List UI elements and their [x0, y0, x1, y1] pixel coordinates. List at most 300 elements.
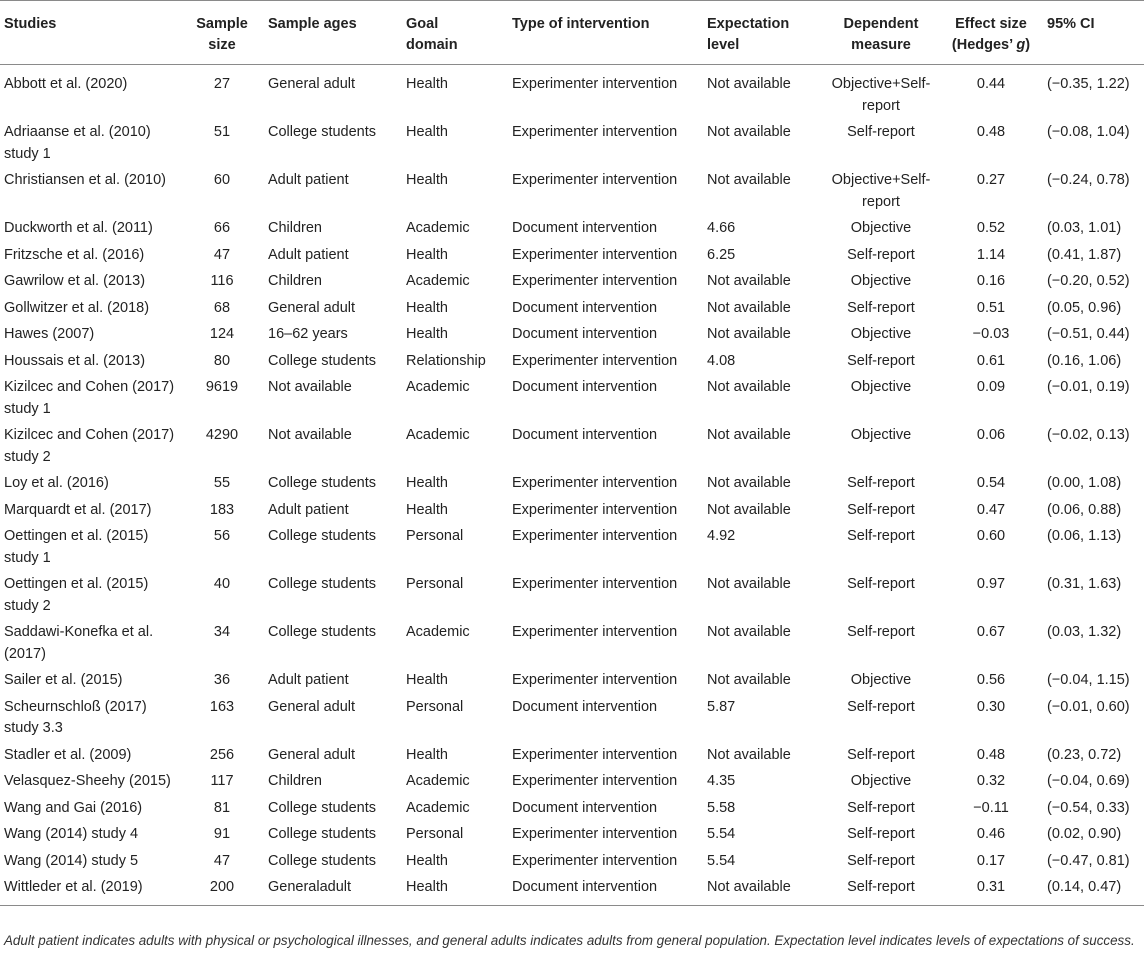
- cell-sample-size: [180, 296, 264, 323]
- cell-intervention-type-text: Experimenter intervention: [512, 624, 678, 640]
- table-row: [0, 498, 1144, 525]
- cell-goal-domain: [402, 498, 508, 525]
- cell-goal-domain-text: Health: [406, 475, 448, 491]
- cell-effect-size-text: 0.31: [976, 879, 1006, 895]
- cell-effect-size-text: 0.60: [976, 528, 1006, 544]
- cell-confidence-interval-text: (−0.47, 0.81): [1047, 852, 1130, 869]
- cell-goal-domain-text: Relationship: [406, 352, 486, 369]
- cell-dependent-measure: [823, 322, 939, 349]
- cell-study: [0, 322, 180, 349]
- cell-sample-size-text: 9619: [205, 379, 239, 395]
- cell-sample-ages-text: Children: [268, 773, 322, 789]
- table-row: [0, 875, 1144, 905]
- cell-intervention-type-text: Experimenter intervention: [512, 172, 678, 188]
- cell-intervention-type-text: Document intervention: [512, 698, 658, 715]
- cell-study-text: Kizilcec and Cohen (2017): [4, 427, 175, 443]
- header-confidence-interval: 95% CI: [1043, 1, 1144, 65]
- cell-study: [0, 296, 180, 323]
- cell-expectation-level: [703, 620, 823, 668]
- cell-sample-size-text: 183: [209, 501, 235, 518]
- cell-dependent-measure-text: Objective+Self-report: [831, 172, 931, 210]
- cell-confidence-interval: [1043, 296, 1144, 323]
- cell-sample-ages: [264, 668, 402, 695]
- cell-goal-domain-text: Personal: [406, 826, 464, 842]
- cell-sample-size: [180, 695, 264, 743]
- cell-sample-ages-text: Not available: [268, 379, 352, 395]
- cell-sample-size: [180, 796, 264, 823]
- cell-confidence-interval-text: (−0.04, 1.15): [1047, 672, 1130, 688]
- cell-expectation-level-text: Not available: [707, 379, 791, 395]
- cell-study-text: Houssais et al. (2013): [4, 352, 146, 369]
- cell-sample-size: [180, 322, 264, 349]
- cell-confidence-interval: [1043, 471, 1144, 498]
- cell-sample-size: [180, 822, 264, 849]
- cell-sample-ages: [264, 695, 402, 743]
- cell-study-suffix: study 4: [91, 826, 139, 842]
- cell-expectation-level-text: Not available: [707, 326, 791, 342]
- cell-expectation-level: [703, 524, 823, 572]
- cell-goal-domain: [402, 65, 508, 121]
- cell-confidence-interval-text: (0.14, 0.47): [1047, 879, 1122, 895]
- cell-expectation-level-text: Not available: [707, 427, 791, 443]
- cell-intervention-type: [508, 498, 703, 525]
- cell-study-text: Stadler et al. (2009): [4, 746, 132, 763]
- cell-sample-size-text: 4290: [205, 427, 239, 443]
- cell-intervention-type: [508, 269, 703, 296]
- cell-dependent-measure: [823, 822, 939, 849]
- cell-sample-ages: [264, 822, 402, 849]
- cell-effect-size-text: 0.17: [976, 852, 1006, 869]
- cell-expectation-level-text: Not available: [707, 299, 791, 316]
- cell-intervention-type: [508, 349, 703, 376]
- cell-sample-size: [180, 349, 264, 376]
- cell-goal-domain: [402, 524, 508, 572]
- cell-dependent-measure-text: Self-report: [847, 746, 915, 763]
- cell-goal-domain: [402, 216, 508, 243]
- cell-effect-size: [939, 620, 1043, 668]
- cell-sample-ages-text: College students: [268, 826, 377, 842]
- cell-expectation-level-text: Not available: [707, 172, 791, 188]
- cell-sample-ages-text: 16–62 years: [268, 326, 348, 342]
- cell-sample-size-text: 80: [213, 352, 231, 369]
- cell-effect-size: [939, 572, 1043, 620]
- cell-dependent-measure-text: Objective: [850, 273, 912, 289]
- cell-sample-ages: [264, 524, 402, 572]
- cell-confidence-interval-text: (0.00, 1.08): [1047, 475, 1122, 491]
- table-row: [0, 769, 1144, 796]
- cell-study-text: Marquardt et al. (2017): [4, 501, 152, 518]
- cell-study: [0, 216, 180, 243]
- cell-sample-ages: [264, 375, 402, 423]
- cell-sample-size: [180, 849, 264, 876]
- cell-sample-size-text: 55: [213, 475, 231, 491]
- cell-study-suffix: study 1: [4, 549, 51, 566]
- cell-effect-size-text: 0.56: [976, 672, 1006, 688]
- cell-dependent-measure: [823, 620, 939, 668]
- cell-study: [0, 875, 180, 905]
- cell-sample-size-text: 81: [213, 799, 231, 816]
- cell-intervention-type: [508, 120, 703, 168]
- cell-goal-domain-text: Health: [406, 326, 448, 342]
- cell-effect-size: [939, 296, 1043, 323]
- cell-effect-size: [939, 822, 1043, 849]
- cell-expectation-level-text: 4.35: [707, 773, 736, 789]
- cell-sample-size: [180, 269, 264, 296]
- cell-sample-ages: [264, 498, 402, 525]
- cell-effect-size: [939, 120, 1043, 168]
- cell-expectation-level-text: 5.87: [707, 698, 736, 715]
- cell-confidence-interval: [1043, 769, 1144, 796]
- cell-effect-size-text: 0.09: [976, 379, 1006, 395]
- cell-sample-ages: [264, 269, 402, 296]
- cell-dependent-measure: [823, 296, 939, 323]
- table-body: [0, 65, 1144, 906]
- cell-study-suffix: study 5: [91, 852, 139, 869]
- header-sample-ages: Sample ages: [264, 1, 402, 65]
- cell-sample-ages-text: Adult patient: [268, 501, 349, 518]
- table-row: [0, 849, 1144, 876]
- cell-confidence-interval: [1043, 796, 1144, 823]
- cell-intervention-type-text: Experimenter intervention: [512, 528, 678, 544]
- cell-intervention-type: [508, 216, 703, 243]
- header-intervention-type: Type of intervention: [508, 1, 703, 65]
- table-header: [0, 1, 1144, 65]
- cell-study-text: Oettingen et al. (2015): [4, 576, 149, 592]
- cell-intervention-type-text: Experimenter intervention: [512, 475, 678, 491]
- cell-goal-domain: [402, 375, 508, 423]
- cell-effect-size-text: −0.03: [972, 326, 1010, 342]
- cell-effect-size: [939, 471, 1043, 498]
- cell-expectation-level: [703, 471, 823, 498]
- cell-intervention-type-text: Experimenter intervention: [512, 773, 678, 789]
- cell-expectation-level: [703, 695, 823, 743]
- cell-effect-size: [939, 524, 1043, 572]
- cell-sample-ages: [264, 120, 402, 168]
- table-row: [0, 743, 1144, 770]
- table-row: [0, 423, 1144, 471]
- cell-sample-ages-text: College students: [268, 852, 377, 869]
- cell-expectation-level-text: 4.08: [707, 352, 736, 369]
- cell-goal-domain-text: Health: [406, 501, 448, 518]
- table-row: [0, 572, 1144, 620]
- cell-confidence-interval-text: (−0.20, 0.52): [1047, 273, 1130, 289]
- cell-intervention-type-text: Document intervention: [512, 799, 658, 816]
- header-row: [0, 1, 1144, 65]
- cell-effect-size: [939, 743, 1043, 770]
- cell-dependent-measure: [823, 168, 939, 216]
- cell-goal-domain: [402, 349, 508, 376]
- cell-dependent-measure-text: Objective: [850, 427, 912, 443]
- table-row: [0, 322, 1144, 349]
- cell-sample-ages: [264, 875, 402, 905]
- cell-expectation-level-text: Not available: [707, 624, 791, 640]
- cell-goal-domain: [402, 168, 508, 216]
- cell-goal-domain: [402, 668, 508, 695]
- cell-goal-domain-text: Personal: [406, 698, 464, 715]
- cell-sample-size-text: 124: [209, 326, 235, 342]
- cell-expectation-level: [703, 243, 823, 270]
- cell-dependent-measure-text: Self-report: [847, 246, 915, 263]
- cell-intervention-type-text: Experimenter intervention: [512, 576, 678, 592]
- cell-expectation-level-text: Not available: [707, 124, 791, 140]
- cell-dependent-measure-text: Objective: [850, 672, 912, 688]
- table-row: [0, 822, 1144, 849]
- cell-goal-domain-text: Academic: [406, 773, 470, 789]
- cell-study-text: Christiansen et al. (2010): [4, 172, 166, 188]
- cell-dependent-measure-text: Objective: [850, 326, 912, 342]
- cell-confidence-interval: [1043, 349, 1144, 376]
- cell-confidence-interval-text: (−0.02, 0.13): [1047, 427, 1130, 443]
- cell-sample-size-text: 68: [213, 299, 231, 316]
- cell-sample-ages: [264, 471, 402, 498]
- cell-confidence-interval-text: (−0.08, 1.04): [1047, 124, 1130, 140]
- cell-intervention-type: [508, 375, 703, 423]
- cell-sample-size-text: 60: [213, 172, 231, 188]
- cell-study-suffix: study 1: [4, 400, 51, 417]
- cell-study-suffix: study 1: [4, 145, 51, 162]
- cell-expectation-level-text: Not available: [707, 576, 791, 592]
- cell-effect-size-text: 0.30: [976, 698, 1006, 715]
- cell-study: [0, 743, 180, 770]
- cell-sample-ages-text: General adult: [268, 299, 356, 316]
- cell-effect-size: [939, 769, 1043, 796]
- cell-intervention-type: [508, 796, 703, 823]
- cell-sample-size-text: 163: [209, 698, 235, 715]
- cell-dependent-measure-text: Objective: [850, 773, 912, 789]
- cell-effect-size: [939, 875, 1043, 905]
- cell-expectation-level-text: 4.92: [707, 528, 736, 544]
- cell-sample-ages-text: College students: [268, 124, 377, 140]
- cell-expectation-level: [703, 668, 823, 695]
- cell-intervention-type: [508, 668, 703, 695]
- cell-dependent-measure: [823, 668, 939, 695]
- cell-sample-size-text: 47: [213, 246, 231, 263]
- table-row: [0, 524, 1144, 572]
- cell-goal-domain: [402, 822, 508, 849]
- cell-dependent-measure: [823, 875, 939, 905]
- cell-expectation-level-text: 6.25: [707, 246, 736, 263]
- cell-sample-size: [180, 769, 264, 796]
- cell-sample-size: [180, 572, 264, 620]
- cell-effect-size: [939, 668, 1043, 695]
- cell-dependent-measure: [823, 65, 939, 121]
- cell-goal-domain-text: Academic: [406, 220, 470, 236]
- cell-dependent-measure: [823, 471, 939, 498]
- cell-confidence-interval-text: (0.06, 1.13): [1047, 528, 1122, 544]
- cell-expectation-level-text: Not available: [707, 746, 791, 763]
- cell-dependent-measure-text: Objective: [850, 220, 912, 236]
- cell-sample-size: [180, 620, 264, 668]
- cell-effect-size: [939, 168, 1043, 216]
- cell-expectation-level-text: Not available: [707, 672, 791, 688]
- cell-sample-ages: [264, 572, 402, 620]
- cell-sample-size: [180, 668, 264, 695]
- cell-sample-ages-text: College students: [268, 799, 377, 816]
- table-row: [0, 296, 1144, 323]
- cell-sample-ages: [264, 65, 402, 121]
- cell-sample-size-text: 56: [213, 528, 231, 544]
- cell-effect-size-text: 0.54: [976, 475, 1006, 491]
- header-expectation-level: Expectation level: [703, 1, 823, 65]
- cell-sample-ages-text: College students: [268, 624, 377, 640]
- cell-study: [0, 243, 180, 270]
- table-row: [0, 269, 1144, 296]
- cell-goal-domain-text: Health: [406, 879, 448, 895]
- cell-study: [0, 822, 180, 849]
- cell-sample-size: [180, 875, 264, 905]
- cell-goal-domain-text: Health: [406, 76, 448, 92]
- cell-confidence-interval: [1043, 216, 1144, 243]
- cell-study-text: Hawes (2007): [4, 326, 95, 342]
- cell-study-text: Kizilcec and Cohen (2017): [4, 379, 175, 395]
- cell-goal-domain-text: Health: [406, 246, 448, 263]
- cell-study-suffix: study 2: [4, 448, 51, 465]
- cell-confidence-interval-text: (−0.54, 0.33): [1047, 799, 1130, 816]
- cell-goal-domain-text: Health: [406, 124, 448, 140]
- cell-sample-ages: [264, 849, 402, 876]
- cell-study-text: Velasquez-Sheehy (2015): [4, 773, 171, 789]
- cell-confidence-interval: [1043, 875, 1144, 905]
- cell-expectation-level: [703, 65, 823, 121]
- cell-study: [0, 695, 180, 743]
- cell-effect-size-text: 0.61: [976, 352, 1006, 369]
- cell-goal-domain: [402, 875, 508, 905]
- cell-confidence-interval: [1043, 524, 1144, 572]
- cell-sample-size-text: 66: [213, 220, 231, 236]
- cell-sample-size: [180, 743, 264, 770]
- cell-study: [0, 796, 180, 823]
- cell-confidence-interval-text: (0.03, 1.01): [1047, 220, 1122, 236]
- cell-goal-domain-text: Health: [406, 852, 448, 869]
- cell-confidence-interval-text: (−0.35, 1.22): [1047, 76, 1130, 92]
- cell-expectation-level: [703, 849, 823, 876]
- cell-expectation-level: [703, 296, 823, 323]
- cell-effect-size-text: 0.97: [976, 576, 1006, 592]
- cell-sample-ages-text: Generaladult: [268, 879, 352, 895]
- cell-dependent-measure-text: Self-report: [847, 698, 915, 715]
- cell-sample-size: [180, 65, 264, 121]
- cell-expectation-level: [703, 769, 823, 796]
- cell-intervention-type-text: Experimenter intervention: [512, 76, 678, 92]
- cell-effect-size-text: 0.48: [976, 746, 1006, 763]
- cell-sample-ages: [264, 796, 402, 823]
- cell-effect-size: [939, 375, 1043, 423]
- cell-dependent-measure-text: Self-report: [847, 624, 915, 640]
- cell-study-text: Adriaanse et al. (2010): [4, 124, 151, 140]
- cell-study-text: Wang (2014): [4, 852, 88, 869]
- cell-confidence-interval-text: (0.23, 0.72): [1047, 746, 1122, 763]
- cell-confidence-interval-text: (0.05, 0.96): [1047, 299, 1122, 316]
- cell-sample-ages-text: General adult: [268, 76, 356, 92]
- cell-effect-size: [939, 269, 1043, 296]
- cell-study: [0, 65, 180, 121]
- cell-dependent-measure: [823, 572, 939, 620]
- cell-effect-size-text: 0.06: [976, 427, 1006, 443]
- table-row: [0, 243, 1144, 270]
- cell-sample-ages: [264, 769, 402, 796]
- cell-goal-domain: [402, 243, 508, 270]
- cell-confidence-interval: [1043, 423, 1144, 471]
- cell-confidence-interval-text: (0.02, 0.90): [1047, 826, 1122, 842]
- cell-expectation-level: [703, 322, 823, 349]
- cell-effect-size-text: −0.11: [973, 799, 1009, 816]
- cell-study-text: Duckworth et al. (2011): [4, 220, 153, 236]
- cell-study: [0, 269, 180, 296]
- cell-dependent-measure-text: Self-report: [847, 879, 915, 895]
- cell-study: [0, 375, 180, 423]
- cell-goal-domain: [402, 322, 508, 349]
- cell-confidence-interval: [1043, 572, 1144, 620]
- cell-intervention-type-text: Experimenter intervention: [512, 826, 678, 842]
- cell-effect-size-text: 0.67: [976, 624, 1006, 640]
- cell-intervention-type-text: Document intervention: [512, 879, 658, 895]
- cell-sample-size-text: 117: [210, 773, 234, 789]
- cell-expectation-level: [703, 796, 823, 823]
- cell-intervention-type-text: Document intervention: [512, 379, 658, 395]
- cell-confidence-interval: [1043, 269, 1144, 296]
- cell-dependent-measure: [823, 243, 939, 270]
- cell-goal-domain: [402, 849, 508, 876]
- cell-goal-domain-text: Personal: [406, 528, 464, 544]
- cell-sample-size: [180, 120, 264, 168]
- cell-intervention-type-text: Experimenter intervention: [512, 672, 678, 688]
- cell-confidence-interval: [1043, 322, 1144, 349]
- cell-intervention-type: [508, 695, 703, 743]
- cell-dependent-measure: [823, 423, 939, 471]
- cell-goal-domain-text: Health: [406, 299, 448, 316]
- cell-goal-domain: [402, 423, 508, 471]
- cell-intervention-type-text: Document intervention: [512, 220, 658, 236]
- cell-study-text: Scheurnschloß (2017): [4, 698, 147, 715]
- cell-intervention-type: [508, 168, 703, 216]
- table-row: [0, 65, 1144, 121]
- cell-sample-ages: [264, 168, 402, 216]
- cell-sample-ages: [264, 423, 402, 471]
- cell-expectation-level: [703, 423, 823, 471]
- cell-confidence-interval-text: (−0.01, 0.19): [1047, 379, 1130, 395]
- cell-confidence-interval: [1043, 498, 1144, 525]
- cell-confidence-interval: [1043, 668, 1144, 695]
- cell-study: [0, 572, 180, 620]
- cell-dependent-measure: [823, 849, 939, 876]
- cell-intervention-type-text: Document intervention: [512, 326, 658, 342]
- cell-study-text: Wang and Gai (2016): [4, 799, 143, 816]
- cell-dependent-measure: [823, 743, 939, 770]
- cell-confidence-interval: [1043, 695, 1144, 743]
- cell-sample-ages: [264, 243, 402, 270]
- cell-dependent-measure: [823, 375, 939, 423]
- cell-intervention-type-text: Experimenter intervention: [512, 246, 678, 263]
- cell-intervention-type: [508, 822, 703, 849]
- cell-dependent-measure: [823, 524, 939, 572]
- cell-sample-ages-text: College students: [268, 528, 377, 544]
- cell-sample-ages-text: General adult: [268, 698, 356, 715]
- table-row: [0, 120, 1144, 168]
- cell-effect-size-text: 1.14: [976, 246, 1006, 263]
- cell-sample-ages-text: Adult patient: [268, 172, 349, 188]
- cell-confidence-interval-text: (−0.51, 0.44): [1047, 326, 1130, 342]
- cell-goal-domain-text: Health: [406, 746, 448, 763]
- cell-study: [0, 620, 180, 668]
- cell-effect-size: [939, 349, 1043, 376]
- cell-expectation-level: [703, 349, 823, 376]
- header-studies: Studies: [0, 1, 180, 65]
- cell-confidence-interval-text: (0.31, 1.63): [1047, 576, 1122, 592]
- cell-intervention-type: [508, 471, 703, 498]
- cell-expectation-level-text: Not available: [707, 76, 791, 92]
- cell-goal-domain-text: Personal: [406, 576, 464, 592]
- cell-expectation-level: [703, 375, 823, 423]
